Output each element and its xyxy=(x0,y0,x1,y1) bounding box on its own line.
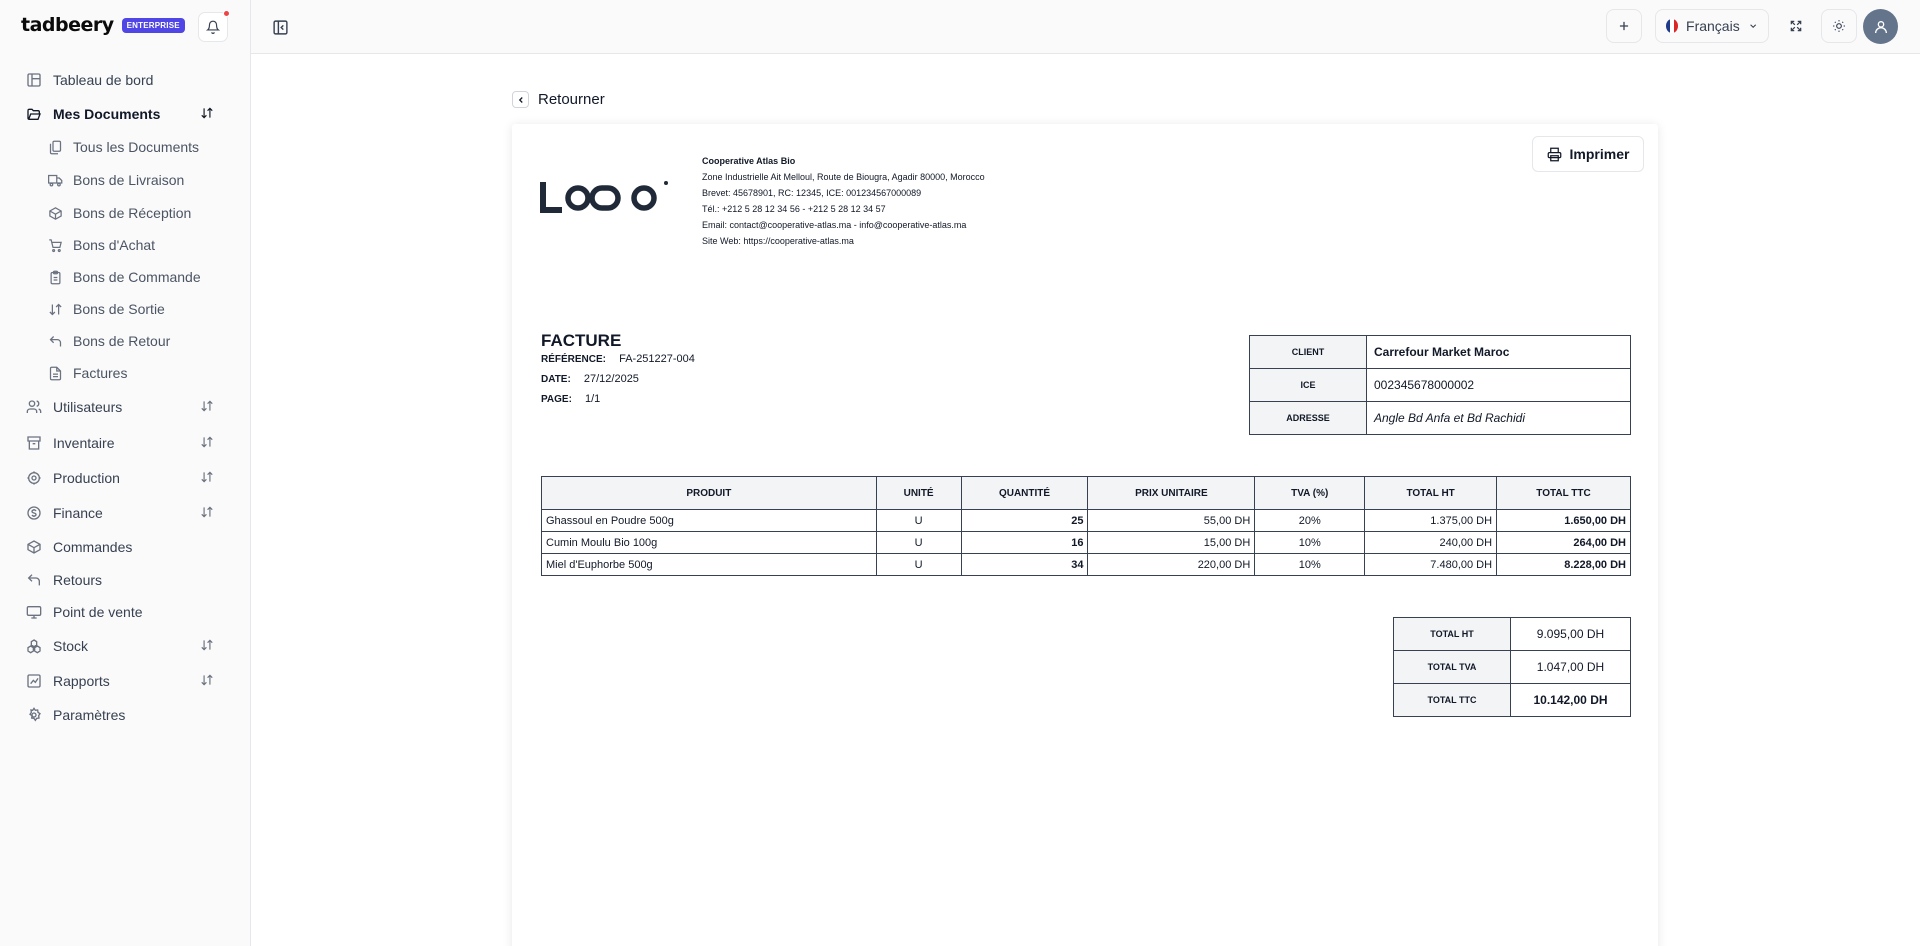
return-icon xyxy=(46,332,64,350)
sidebar-item-label: Mes Documents xyxy=(53,106,161,122)
sidebar-item-label: Paramètres xyxy=(53,707,126,723)
sort-arrows-icon xyxy=(200,106,214,123)
sidebar-item-label: Rapports xyxy=(53,673,110,689)
company-name: Cooperative Atlas Bio xyxy=(702,156,796,166)
quantity-cell: 34 xyxy=(961,554,1088,576)
sidebar-item-documents[interactable] xyxy=(14,100,222,128)
sidebar-subitem-label: Bons d'Achat xyxy=(73,237,156,253)
sidebar-subitem-invoices[interactable] xyxy=(38,360,228,386)
unit-cell: U xyxy=(876,532,961,554)
tva-cell: 20% xyxy=(1255,510,1365,532)
total-tva-row xyxy=(1394,651,1631,684)
tva-cell: 10% xyxy=(1255,532,1365,554)
settings-icon xyxy=(24,705,44,725)
sort-arrows-icon xyxy=(200,435,214,452)
sidebar-subitem-label: Bons de Sortie xyxy=(73,301,165,317)
sidebar-item-inventory[interactable] xyxy=(14,429,222,457)
sidebar-item-pos[interactable] xyxy=(14,598,222,626)
printer-icon xyxy=(1547,147,1562,162)
total-ht-row xyxy=(1394,618,1631,651)
company-info xyxy=(702,153,985,249)
cart-icon xyxy=(46,236,64,254)
enterprise-badge: ENTERPRISE xyxy=(122,18,185,33)
sidebar xyxy=(0,0,251,946)
sort-arrows-icon xyxy=(200,505,214,522)
bell-icon xyxy=(206,20,220,34)
client-label: CLIENT xyxy=(1250,336,1367,369)
chevron-left-icon xyxy=(512,91,529,108)
address-value: Angle Bd Anfa et Bd Rachidi xyxy=(1367,402,1631,435)
unit-cell: U xyxy=(876,554,961,576)
sidebar-item-label: Inventaire xyxy=(53,435,115,451)
sort-arrows-icon xyxy=(200,399,214,416)
back-label: Retourner xyxy=(538,91,605,108)
invoice-date xyxy=(541,373,639,385)
company-email: Email: contact@cooperative-atlas.ma - info@cooperative-atlas.ma xyxy=(702,220,967,230)
undo-icon xyxy=(24,570,44,590)
page-value: 1/1 xyxy=(585,393,601,405)
total-ht-cell: 7.480,00 DH xyxy=(1365,554,1497,576)
sidebar-item-production[interactable] xyxy=(14,464,222,492)
user-icon xyxy=(1873,19,1889,35)
sidebar-item-users[interactable] xyxy=(14,393,222,421)
brand-name: tadbeery xyxy=(21,14,114,36)
company-phone: Tél.: +212 5 28 12 34 56 - +212 5 28 12 34 57 xyxy=(702,204,886,214)
sidebar-item-label: Commandes xyxy=(53,539,133,555)
reference-value: FA-251227-004 xyxy=(619,353,695,365)
stock-icon xyxy=(24,636,44,656)
inventory-icon xyxy=(24,433,44,453)
total-tva-value: 1.047,00 DH xyxy=(1511,651,1631,684)
client-table xyxy=(1249,335,1631,435)
company-ids: Brevet: 45678901, RC: 12345, ICE: 001234567000089 xyxy=(702,188,922,198)
sidebar-subitem-label: Tous les Documents xyxy=(73,139,200,155)
box-icon xyxy=(24,537,44,557)
plus-icon xyxy=(1617,19,1631,33)
col-header: UNITÉ xyxy=(876,477,961,510)
items-table xyxy=(541,476,1631,576)
table-row xyxy=(542,510,1631,532)
date-label: DATE: xyxy=(541,374,571,385)
notification-dot xyxy=(223,10,230,17)
total-ttc-row xyxy=(1394,684,1631,717)
sidebar-subitem-label: Factures xyxy=(73,365,128,381)
client-value: Carrefour Market Maroc xyxy=(1367,336,1631,369)
sidebar-item-label: Stock xyxy=(53,638,89,654)
sidebar-toggle-button[interactable] xyxy=(269,16,291,38)
unit-price-cell: 220,00 DH xyxy=(1088,554,1255,576)
sidebar-item-reports[interactable] xyxy=(14,667,222,695)
sidebar-subitem-returns[interactable] xyxy=(38,328,228,354)
unit-price-cell: 15,00 DH xyxy=(1088,532,1255,554)
totals-table xyxy=(1393,617,1631,717)
sidebar-item-label: Retours xyxy=(53,572,103,588)
total-ttc-cell: 264,00 DH xyxy=(1497,532,1631,554)
col-header: PRODUIT xyxy=(542,477,877,510)
sidebar-item-orders[interactable] xyxy=(14,533,222,561)
product-cell: Miel d'Euphorbe 500g xyxy=(542,554,877,576)
total-ttc-cell: 8.228,00 DH xyxy=(1497,554,1631,576)
tva-cell: 10% xyxy=(1255,554,1365,576)
total-ht-cell: 1.375,00 DH xyxy=(1365,510,1497,532)
monitor-icon xyxy=(24,602,44,622)
total-ttc-value: 10.142,00 DH xyxy=(1511,684,1631,717)
client-row xyxy=(1250,336,1631,369)
unit-price-cell: 55,00 DH xyxy=(1088,510,1255,532)
table-row xyxy=(542,554,1631,576)
sort-arrows-icon xyxy=(200,470,214,487)
theme-toggle-button[interactable] xyxy=(1821,9,1857,43)
invoice-icon xyxy=(46,364,64,382)
sidebar-item-stock[interactable] xyxy=(14,632,222,660)
folder-open-icon xyxy=(24,104,44,124)
invoice-page xyxy=(541,393,600,405)
chevron-down-icon xyxy=(1748,20,1758,32)
sidebar-item-label: Utilisateurs xyxy=(53,399,123,415)
dashboard-icon xyxy=(24,70,44,90)
items-header-row xyxy=(542,477,1631,510)
total-tva-label: TOTAL TVA xyxy=(1394,651,1511,684)
sun-icon xyxy=(1832,19,1846,33)
sidebar-item-label: Finance xyxy=(53,505,103,521)
company-address: Zone Industrielle Ait Melloul, Route de Biougra, Agadir 80000, Morocco xyxy=(702,172,985,182)
total-ttc-cell: 1.650,00 DH xyxy=(1497,510,1631,532)
product-cell: Ghassoul en Poudre 500g xyxy=(542,510,877,532)
col-header: TOTAL HT xyxy=(1365,477,1497,510)
sidebar-item-returns[interactable] xyxy=(14,566,222,594)
sidebar-subitem-label: Bons de Commande xyxy=(73,269,201,285)
print-button[interactable] xyxy=(1532,136,1644,172)
users-icon xyxy=(24,397,44,417)
total-ttc-label: TOTAL TTC xyxy=(1394,684,1511,717)
sidebar-item-label: Tableau de bord xyxy=(53,72,154,88)
total-ht-value: 9.095,00 DH xyxy=(1511,618,1631,651)
total-ht-cell: 240,00 DH xyxy=(1365,532,1497,554)
finance-icon xyxy=(24,503,44,523)
col-header: PRIX UNITAIRE xyxy=(1088,477,1255,510)
ice-row xyxy=(1250,369,1631,402)
language-label: Français xyxy=(1686,18,1740,34)
clipboard-icon xyxy=(46,268,64,286)
company-website: Site Web: https://cooperative-atlas.ma xyxy=(702,236,854,246)
reference-label: RÉFÉRENCE: xyxy=(541,354,607,365)
sidebar-subitem-orders[interactable] xyxy=(38,264,228,290)
sidebar-item-dashboard[interactable] xyxy=(14,66,222,94)
product-cell: Cumin Moulu Bio 100g xyxy=(542,532,877,554)
col-header: QUANTITÉ xyxy=(961,477,1088,510)
arrows-updown-icon xyxy=(46,300,64,318)
quantity-cell: 16 xyxy=(961,532,1088,554)
sidebar-subitem-purchase[interactable] xyxy=(38,232,228,258)
sort-arrows-icon xyxy=(200,673,214,690)
fullscreen-button[interactable] xyxy=(1778,9,1814,43)
topbar xyxy=(251,0,1920,54)
sidebar-item-settings[interactable] xyxy=(14,701,222,729)
print-label: Imprimer xyxy=(1569,146,1630,162)
user-avatar[interactable] xyxy=(1863,9,1898,44)
sidebar-item-finance[interactable] xyxy=(14,499,222,527)
date-value: 27/12/2025 xyxy=(583,373,639,385)
sidebar-subitem-all-documents[interactable] xyxy=(38,134,228,160)
total-ht-label: TOTAL HT xyxy=(1394,618,1511,651)
sidebar-subitem-delivery-notes[interactable] xyxy=(38,167,228,193)
sidebar-subitem-receipts[interactable] xyxy=(38,200,228,226)
sidebar-item-label: Production xyxy=(53,470,120,486)
truck-icon xyxy=(46,171,64,189)
invoice-title: FACTURE xyxy=(541,331,622,350)
add-button[interactable] xyxy=(1606,9,1642,43)
ice-label: ICE xyxy=(1250,369,1367,402)
chart-icon xyxy=(24,671,44,691)
ice-value: 002345678000002 xyxy=(1367,369,1631,402)
table-row xyxy=(542,532,1631,554)
sidebar-subitem-label: Bons de Livraison xyxy=(73,172,185,188)
france-flag-icon xyxy=(1666,19,1678,33)
col-header: TOTAL TTC xyxy=(1497,477,1631,510)
address-label: ADRESSE xyxy=(1250,402,1367,435)
sort-arrows-icon xyxy=(200,638,214,655)
package-icon xyxy=(46,204,64,222)
sidebar-subitem-exit[interactable] xyxy=(38,296,228,322)
page-label: PAGE: xyxy=(541,394,572,405)
col-header: TVA (%) xyxy=(1255,477,1365,510)
sidebar-collapse-icon xyxy=(272,19,289,36)
notifications-button[interactable] xyxy=(198,12,228,42)
sidebar-subitem-label: Bons de Retour xyxy=(73,333,171,349)
expand-icon xyxy=(1789,19,1803,33)
language-selector[interactable] xyxy=(1655,9,1769,43)
brand[interactable] xyxy=(21,14,185,36)
quantity-cell: 25 xyxy=(961,510,1088,532)
sidebar-subitem-label: Bons de Réception xyxy=(73,205,192,221)
company-logo xyxy=(540,176,670,216)
invoice-reference xyxy=(541,353,695,365)
unit-cell: U xyxy=(876,510,961,532)
address-row xyxy=(1250,402,1631,435)
invoice-document xyxy=(512,124,1658,946)
back-link[interactable] xyxy=(512,91,605,108)
sidebar-item-label: Point de vente xyxy=(53,604,143,620)
production-icon xyxy=(24,468,44,488)
documents-icon xyxy=(46,138,64,156)
